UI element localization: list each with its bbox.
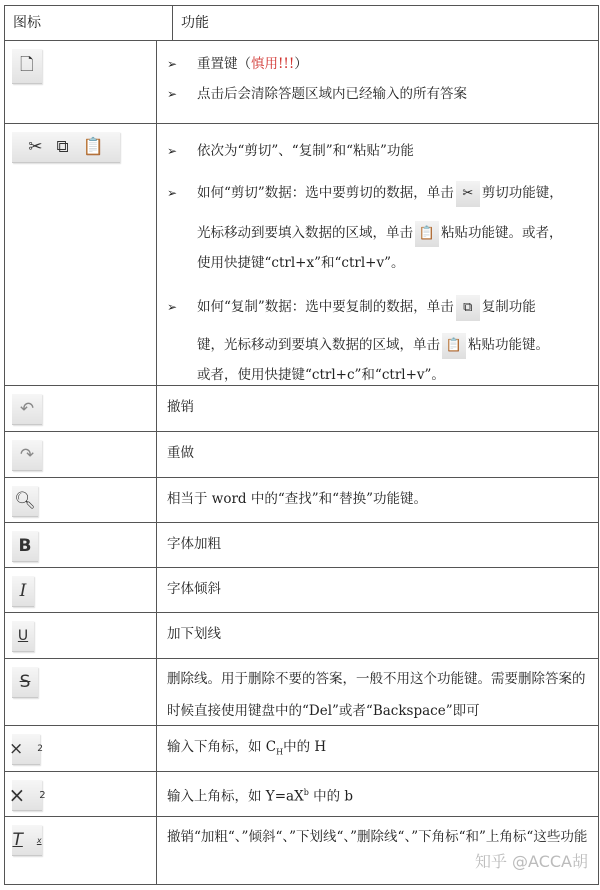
italic-icon: I xyxy=(12,576,34,607)
text: 如何“复制”数据：选中要复制的数据，单击 xyxy=(197,299,454,315)
text: 依次为“剪切”、“复制”和“粘贴”功能 xyxy=(197,143,414,159)
table-row xyxy=(5,726,599,772)
text: 或者，使用快捷键“ctrl+c”和“ctrl+v”。 xyxy=(197,367,445,383)
text: ） xyxy=(294,56,308,72)
text: 输入上角标，如 Y=aX xyxy=(167,788,304,805)
copy-icon: ⧉ xyxy=(456,295,480,321)
table-row xyxy=(5,386,599,432)
text: 删除线。用于删除不要的答案，一般不用这个功能键。需要删除答案的时候直接使用键盘中的“Del”或者“Backspace”即可 xyxy=(167,671,586,719)
table-row xyxy=(5,41,599,124)
text: 粘贴功能键。或者， xyxy=(441,225,563,241)
text: 粘贴功能键。 xyxy=(468,337,549,353)
underline-icon: U xyxy=(12,621,34,652)
new-document-icon: 🗋 xyxy=(12,49,42,84)
text: 重做 xyxy=(167,445,194,461)
superscript-icon: × 2 xyxy=(12,780,42,811)
text: 撤销 xyxy=(167,399,194,415)
text: 字体加粗 xyxy=(167,536,221,552)
text: 撤销“加粗“、”倾斜“、”下划线“、”删除线“、”下角标“和”上角标“这些功能 xyxy=(167,829,588,845)
arrow-bullet-icon: ➢ xyxy=(167,87,178,101)
table-row xyxy=(5,817,599,885)
search-icon: 🔍︎ xyxy=(12,486,38,517)
text: 键，光标移动到要填入数据的区域，单击 xyxy=(197,337,440,353)
text: 字体倾斜 xyxy=(167,581,221,597)
arrow-bullet-icon: ➢ xyxy=(167,300,178,314)
text: 光标移动到要填入数据的区域，单击 xyxy=(197,225,413,241)
header-function: 功能 xyxy=(173,6,599,40)
header-icon: 图标 xyxy=(5,6,173,40)
text: 中的 H xyxy=(283,739,327,755)
text: 中的 b xyxy=(308,788,354,805)
text: 点击后会清除答题区域内已经输入的所有答案 xyxy=(197,86,467,102)
text: 剪切功能键， xyxy=(481,185,563,201)
header-row xyxy=(5,6,599,41)
toolbar-function-table xyxy=(4,5,599,885)
superscript-text: b xyxy=(303,788,309,797)
text: 加下划线 xyxy=(167,626,221,642)
table-row xyxy=(5,613,599,659)
table-row xyxy=(5,659,599,726)
text: 如何“剪切”数据：选中要剪切的数据，单击 xyxy=(197,185,454,201)
table-row xyxy=(5,772,599,817)
cut-icon: ✂ xyxy=(456,181,480,207)
text: 相当于 word 中的“查找”和“替换”功能键。 xyxy=(167,491,427,507)
text: 使用快捷键“ctrl+x”和“ctrl+v”。 xyxy=(197,255,405,271)
warning-text: 慎用!!! xyxy=(251,56,295,72)
bold-icon: B xyxy=(12,531,38,562)
undo-icon: ↶ xyxy=(12,394,42,425)
paste-icon: 📋 xyxy=(82,137,104,157)
redo-icon: ↷ xyxy=(12,440,42,471)
strikethrough-icon: S xyxy=(12,667,38,698)
cut-icon: ✂ xyxy=(28,137,43,157)
table-row xyxy=(5,568,599,613)
paste-icon: 📋 xyxy=(415,221,439,247)
watermark: 知乎 @ACCA胡 xyxy=(474,852,588,871)
arrow-bullet-icon: ➢ xyxy=(167,57,178,71)
subscript-icon: × 2 xyxy=(12,734,40,765)
subscript-text: H xyxy=(276,747,284,757)
table-row xyxy=(5,432,599,478)
copy-icon: ⧉ xyxy=(56,137,69,157)
table-row xyxy=(5,478,599,523)
arrow-bullet-icon: ➢ xyxy=(167,144,178,158)
arrow-bullet-icon: ➢ xyxy=(167,186,178,200)
clipboard-buttons xyxy=(12,132,120,163)
text: 输入下角标，如 C xyxy=(167,739,277,755)
clear-formatting-icon: T x xyxy=(12,825,42,856)
text: 复制功能 xyxy=(481,299,536,315)
paste-icon: 📋 xyxy=(442,333,466,359)
table-row xyxy=(5,523,599,568)
text: 重置键（ xyxy=(197,56,251,72)
table-row xyxy=(5,124,599,386)
